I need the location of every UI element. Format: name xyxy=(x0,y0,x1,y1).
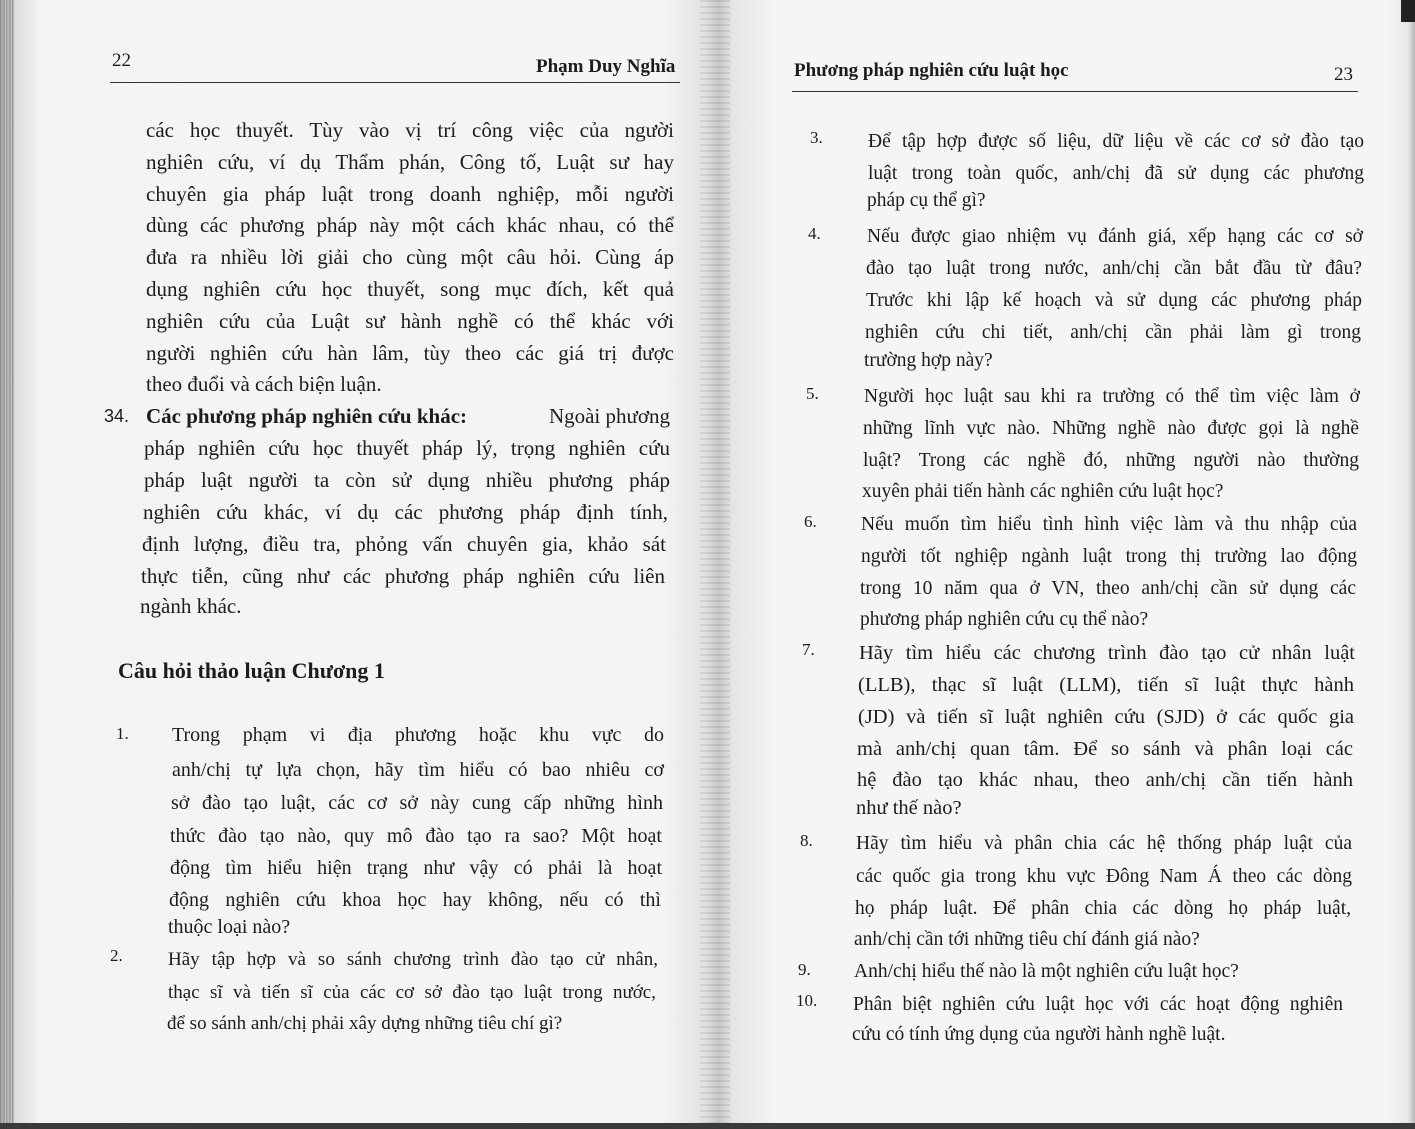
text-line: thạc sĩ và tiến sĩ của các cơ sở đào tạo luật trong nước, xyxy=(168,982,656,1003)
text-line: Nếu được giao nhiệm vụ đánh giá, xếp hạng các cơ sở xyxy=(867,226,1363,247)
text-line: (LLB), thạc sĩ luật (LLM), tiến sĩ luật thực hành xyxy=(858,674,1354,696)
question-number: 9. xyxy=(798,960,811,979)
running-head-right: Phương pháp nghiên cứu luật học xyxy=(794,60,1069,81)
text-line: Phân biệt nghiên cứu luật học với các hoạt động nghiên xyxy=(853,994,1343,1015)
question-number: 7. xyxy=(802,640,815,659)
question-number: 2. xyxy=(110,946,123,965)
right-page xyxy=(718,0,1415,1129)
text-line: phương pháp nghiên cứu cụ thể nào? xyxy=(860,609,1149,630)
text-line: (JD) và tiến sĩ luật nghiên cứu (SJD) ở các quốc gia xyxy=(858,706,1354,728)
text-line: thức đào tạo nào, quy mô đào tạo ra sao? Một hoạt xyxy=(170,825,662,847)
text-line: theo đuổi và cách biện luận. xyxy=(146,372,382,396)
text-line: cứu có tính ứng dụng của người hành nghề luật. xyxy=(852,1024,1226,1045)
section-first-line-rest: Ngoài phương xyxy=(548,404,670,428)
text-line: Hãy tìm hiểu các chương trình đào tạo cử nhân luật xyxy=(859,642,1355,664)
text-line: định lượng, điều tra, phỏng vấn chuyên gia, khảo sát xyxy=(142,532,666,556)
text-line: nghiên cứu, ví dụ Thẩm phán, Công tố, Luật sư hay xyxy=(146,150,674,174)
text-line: pháp cụ thể gì? xyxy=(867,190,986,211)
question-number: 5. xyxy=(806,384,819,403)
section-number: 34. xyxy=(104,406,130,426)
text-line: nghiên cứu khác, ví dụ các phương pháp định tính, xyxy=(143,500,668,524)
text-line: dùng các phương pháp này một cách khác nhau, có thể xyxy=(146,213,674,237)
text-line: đào tạo luật trong nước, anh/chị cần bắt đầu từ đâu? xyxy=(866,258,1362,279)
text-line: pháp luật người ta còn sử dụng nhiều phương pháp xyxy=(144,468,670,492)
text-line: anh/chị tự lựa chọn, hãy tìm hiểu có bao nhiêu cơ xyxy=(172,759,664,781)
discussion-heading: Câu hỏi thảo luận Chương 1 xyxy=(118,658,385,683)
question-number: 6. xyxy=(804,512,817,531)
text-line: để so sánh anh/chị phải xây dựng những tiêu chí gì? xyxy=(167,1013,563,1034)
text-line: trong 10 năm qua ở VN, theo anh/chị cần sử dụng các xyxy=(860,578,1356,599)
text-line: sở đào tạo luật, các cơ sở này cung cấp những hình xyxy=(171,792,663,814)
text-line: Anh/chị hiểu thế nào là một nghiên cứu luật học? xyxy=(854,961,1239,982)
text-line: người nghiên cứu hàn lâm, tùy theo các giá trị được xyxy=(146,341,674,365)
text-line: động tìm hiểu hiện trạng như vậy có phải là hoạt xyxy=(170,857,662,879)
question-number: 1. xyxy=(116,724,129,743)
text-line: Để tập hợp được số liệu, dữ liệu về các cơ sở đào tạo xyxy=(868,131,1364,152)
scan-corner-mark xyxy=(1401,0,1415,22)
section-first-line xyxy=(146,404,670,428)
text-line: như thế nào? xyxy=(856,797,962,819)
text-line: xuyên phải tiến hành các nghiên cứu luật học? xyxy=(862,481,1224,502)
text-line: pháp nghiên cứu học thuyết pháp lý, trọng nghiên cứu xyxy=(144,436,670,460)
text-line: đưa ra nhiều lời giải cho cùng một câu hỏi. Cùng áp xyxy=(146,245,674,269)
book-gutter xyxy=(700,0,730,1129)
text-line: thuộc loại nào? xyxy=(168,916,291,938)
page-edge-stack xyxy=(0,0,14,1129)
text-line: động nghiên cứu khoa học hay không, nếu có thì xyxy=(169,889,661,911)
text-line: nghiên cứu chi tiết, anh/chị cần phải làm gì trong xyxy=(865,322,1361,343)
header-rule-right xyxy=(792,91,1358,92)
page-number-right: 23 xyxy=(1334,64,1353,85)
text-line: Hãy tập hợp và so sánh chương trình đào tạo cử nhân, xyxy=(168,949,658,970)
text-line: Người học luật sau khi ra trường có thể tìm việc làm ở xyxy=(864,386,1360,407)
running-head-left: Phạm Duy Nghĩa xyxy=(536,56,676,77)
text-line: anh/chị cần tới những tiêu chí đánh giá nào? xyxy=(854,929,1200,950)
text-line: thực tiễn, cũng như các phương pháp nghiên cứu liên xyxy=(141,564,665,588)
text-line: các quốc gia trong khu vực Đông Nam Á theo các dòng xyxy=(856,866,1352,887)
text-line: luật? Trong các nghề đó, những người nào thường xyxy=(863,450,1359,471)
text-line: những lĩnh vực nào. Những nghề nào được gọi là nghề xyxy=(863,418,1359,439)
question-number: 3. xyxy=(810,128,823,147)
text-line: họ pháp luật. Để phân chia các dòng họ pháp luật, xyxy=(855,898,1351,919)
text-line: mà anh/chị quan tâm. Để so sánh và phân loại các xyxy=(857,738,1353,760)
header-rule-left xyxy=(110,82,680,83)
text-line: Nếu muốn tìm hiểu tình hình việc làm và thu nhập của xyxy=(861,514,1357,535)
text-line: trường hợp này? xyxy=(864,350,993,371)
text-line: hệ đào tạo khác nhau, theo anh/chị cần tiến hành xyxy=(857,769,1353,791)
text-line: các học thuyết. Tùy vào vị trí công việc của người xyxy=(146,118,674,142)
question-number: 10. xyxy=(796,991,818,1010)
text-line: luật trong toàn quốc, anh/chị đã sử dụng các phương xyxy=(868,163,1364,184)
text-line: Trước khi lập kế hoạch và sử dụng các phương pháp xyxy=(866,290,1362,311)
text-line: dụng nghiên cứu học thuyết, song mục đích, kết quả xyxy=(146,277,674,301)
page-number-left: 22 xyxy=(112,50,131,71)
text-line: chuyên gia pháp luật trong doanh nghiệp, mỗi người xyxy=(146,182,674,206)
question-number: 8. xyxy=(800,831,813,850)
text-line: Hãy tìm hiểu và phân chia các hệ thống pháp luật của xyxy=(856,833,1352,854)
section-title: Các phương pháp nghiên cứu khác: xyxy=(146,404,468,428)
question-number: 4. xyxy=(808,224,821,243)
text-line: ngành khác. xyxy=(140,594,242,618)
text-line: nghiên cứu của Luật sư hành nghề có thể khác với xyxy=(146,309,674,333)
scan-bottom-edge xyxy=(0,1123,1415,1129)
text-line: người tốt nghiệp ngành luật trong thị trường lao động xyxy=(861,546,1357,567)
text-line: Trong phạm vi địa phương hoặc khu vực do xyxy=(172,724,664,746)
